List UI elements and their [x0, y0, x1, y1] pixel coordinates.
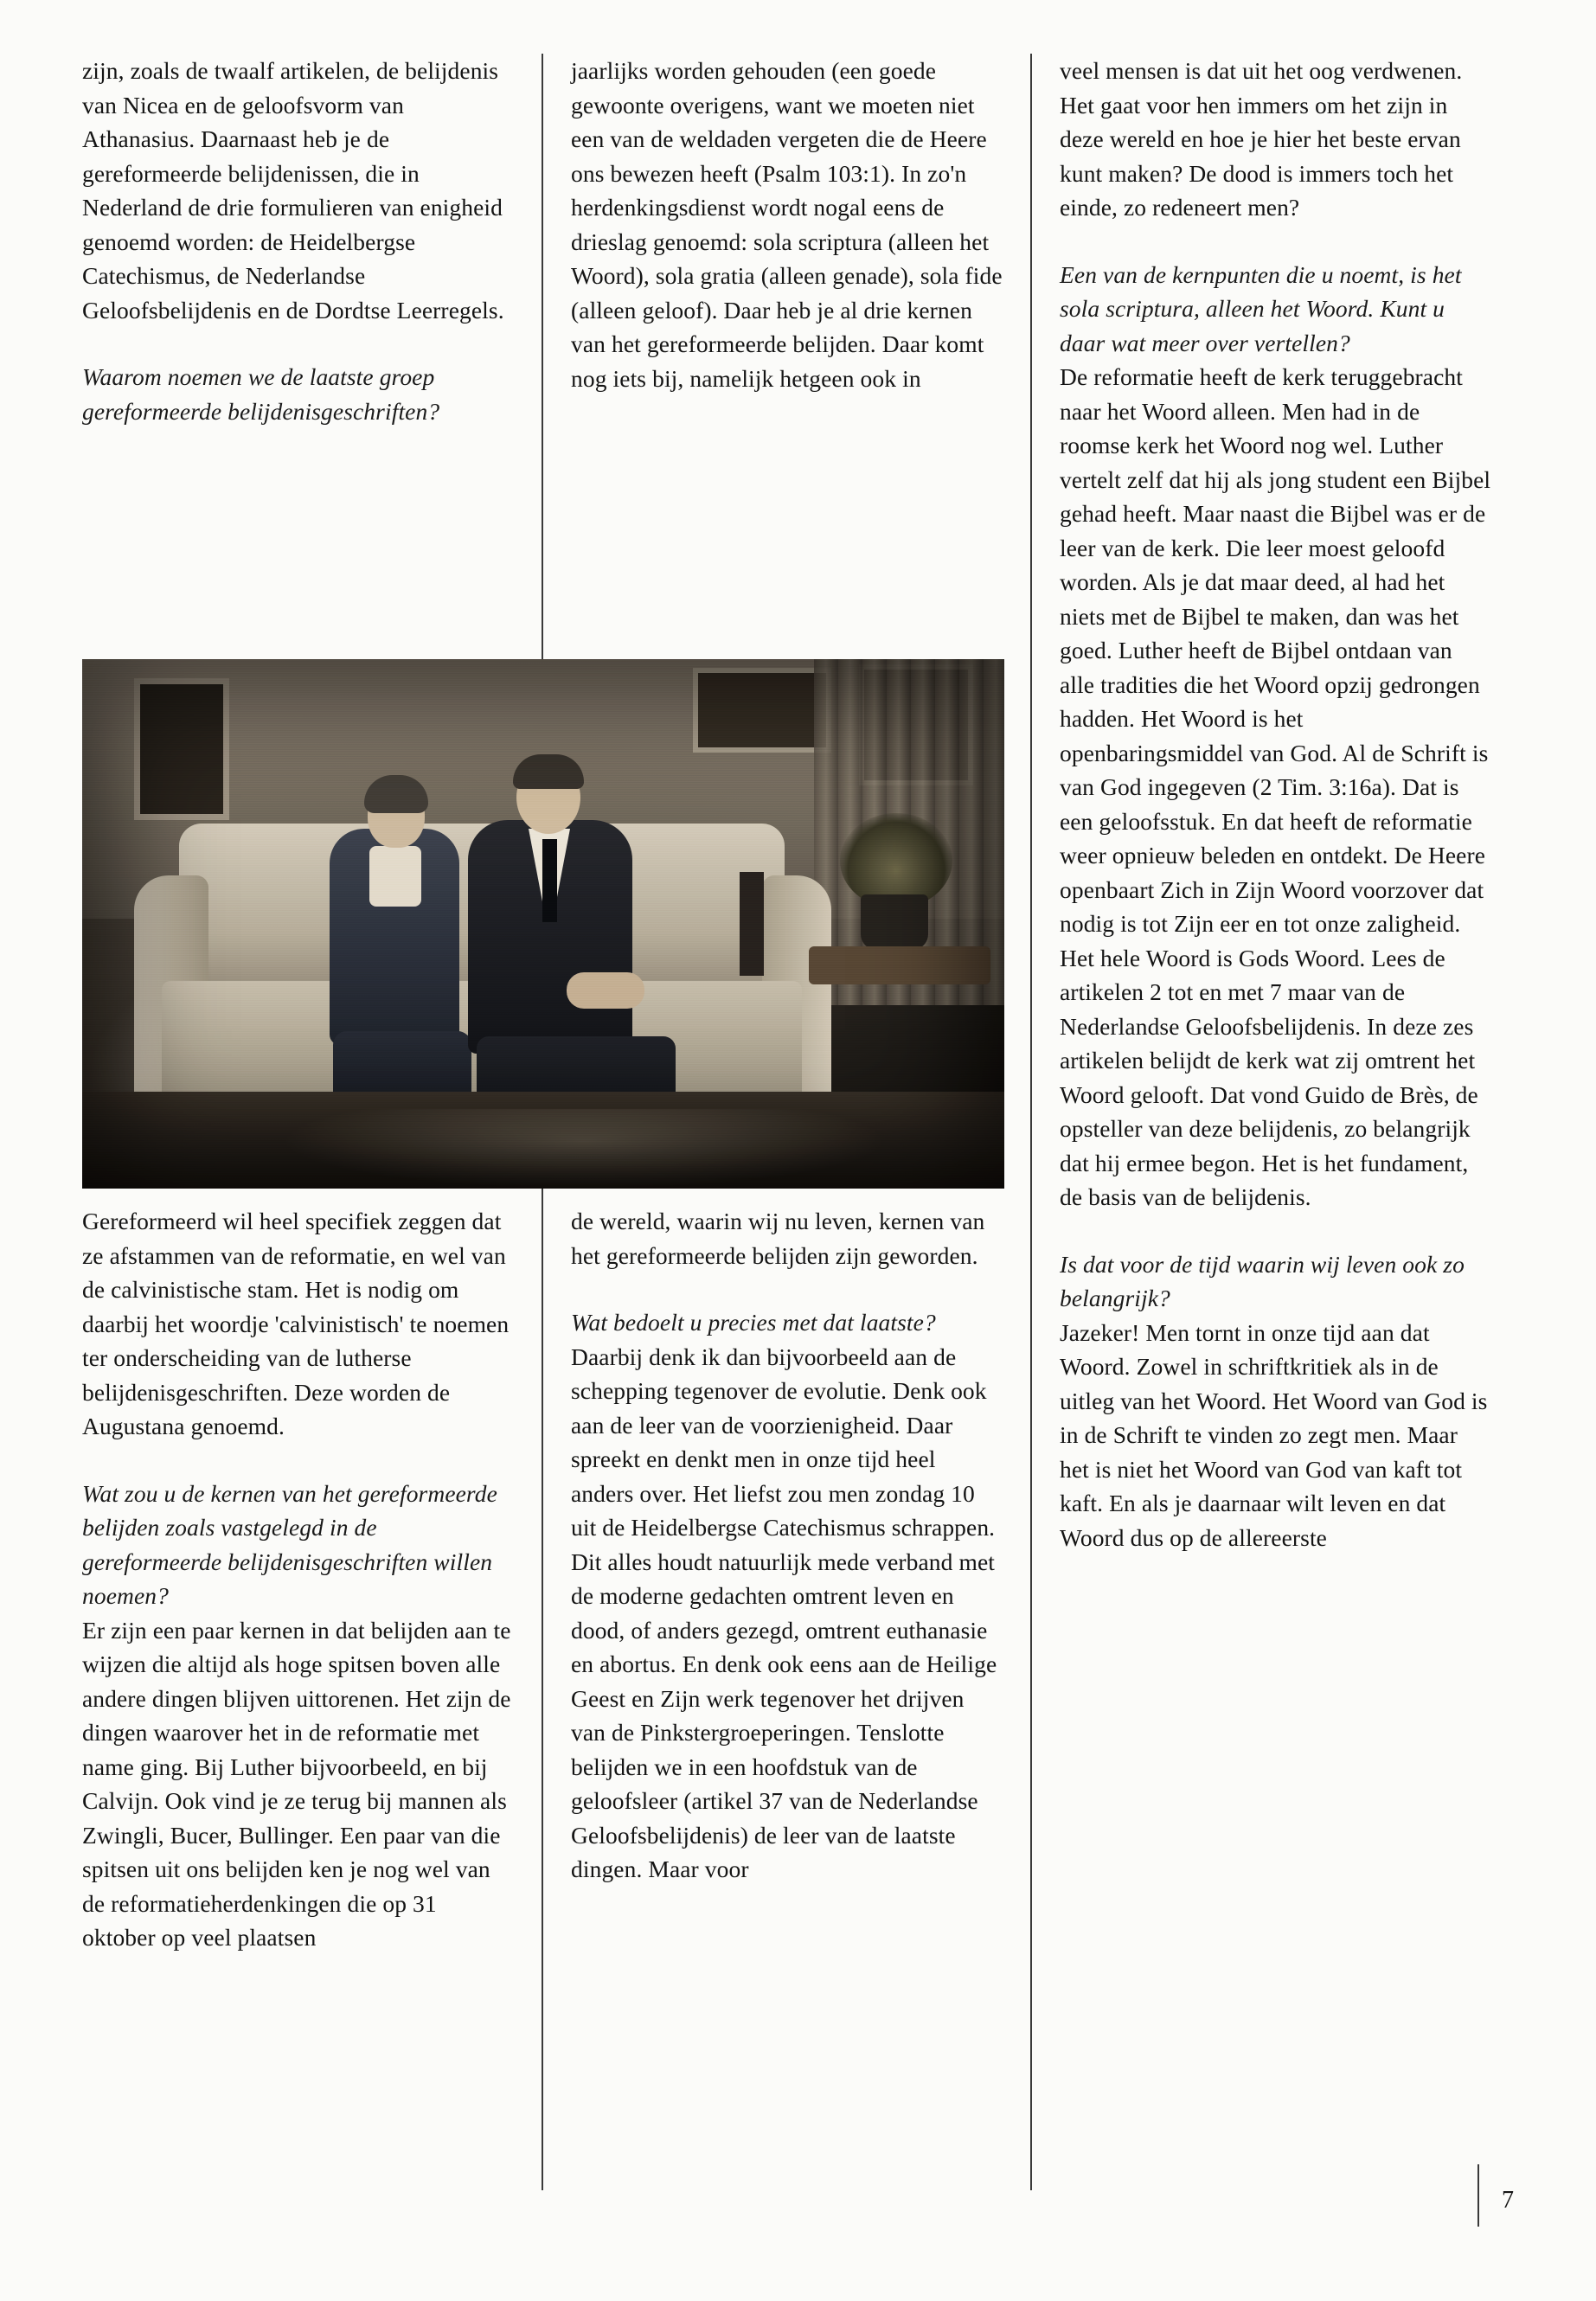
article-photo [82, 659, 1004, 1189]
question-paragraph: Wat bedoelt u precies met dat laatste? [571, 1309, 936, 1336]
paragraph: de wereld, waarin wij nu leven, kernen van het gereformeerde belijden zijn geworden. [571, 1208, 985, 1269]
paragraph: Er zijn een paar kernen in dat belijden aan te wijzen die altijd als hoge spitsen boven alle andere dingen blijven uittorenen. Het zijn de dingen waarover het in de reformatie met name ging. Bij Luther bijvoorbeeld, en bij Calvijn. Ook vind je ze terug bij mannen als Zwingli, Bucer, Bullinger. Een paar van die spitsen uit ons belijden ken je nog wel van de reformatieherdenkingen die op 31 oktober op veel plaatsen [82, 1616, 511, 1951]
question-paragraph: Waarom noemen we de laatste groep gereformeerde belijdenisgeschriften? [82, 363, 440, 425]
paragraph: jaarlijks worden gehouden (een goede gewoonte overigens, want we moeten niet een van de weldaden vergeten die de Heere ons bewezen heeft (Psalm 103:1). In zo'n herdenkingsdienst wordt nogal eens de drieslag genoemd: sola scriptura (alleen het Woord), sola gratia (alleen genade), sola fide (alleen geloof). Daar heb je al drie kernen van het gereformeerde belijden. Daar komt nog iets bij, namelijk hetgeen ook in [571, 57, 1003, 392]
paragraph: De reformatie heeft de kerk teruggebracht naar het Woord alleen. Men had in de roomse kerk het Woord nog wel. Luther vertelt zelf dat hij als jong student een Bijbel gehad heeft. Maar naast die Bijbel was er de leer van de kerk. Die leer moest geloofd worden. Als je dat maar deed, al had het niets met de Bijbel te maken, dan was het goed. Luther heeft de Bijbel ontdaan van alle tradities die het Woord opzij gedrongen hadden. Het Woord is het openbaringsmiddel van God. Al de Schrift is van God ingegeven (2 Tim. 3:16a). Dat is een geloofsstuk. En dat heeft de reformatie weer opnieuw beleden en ontdekt. De Heere openbaart Zich in Zijn Woord voorzover dat nodig is tot Zijn eer en tot onze zaligheid. Het hele Woord is Gods Woord. Lees de artikelen 2 tot en met 7 maar van de Nederlandse Geloofsbelijdenis. In deze zes artikelen belijdt de kerk wat zij omtrent het Woord gelooft. Dat vond Guido de Brès, de opsteller van deze belijdenis, zo belangrijk dat hij ermee begon. Het is het fundament, de basis van de belijdenis. [1060, 363, 1491, 1210]
paragraph: Daarbij denk ik dan bijvoorbeeld aan de schepping tegenover de evolutie. Denk ook aan de leer van de voorzienigheid. Daar spreekt en denkt men in onze tijd heel anders over. Het liefst zou men zondag 10 uit de Heidelbergse Catechismus schrappen. Dit alles houdt natuurlijk mede verband met de moderne gedachten omtrent leven en dood, of anders gezegd, omtrent euthanasie en abortus. En denk ook eens aan de Heilige Geest en Zijn werk tegenover het drijven van de Pinkstergroeperingen. Tenslotte belijden we in een hoofdstuk van de geloofsleer (artikel 37 van de Nederlandse Geloofsbelijdenis) de leer van de laatste dingen. Maar voor [571, 1343, 997, 1882]
page-number: 7 [1502, 2187, 1514, 2214]
column-three [1060, 54, 1492, 1554]
question-paragraph: Wat zou u de kernen van het gereformeerde belijden zoals vastgelegd in de gereformeerde belijdenisgeschriften willen noemen? [82, 1479, 497, 1609]
column-two [571, 54, 1003, 395]
question-paragraph: Is dat voor de tijd waarin wij leven ook zo belangrijk? [1060, 1250, 1465, 1311]
paragraph: veel mensen is dat uit het oog verdwenen. Het gaat voor hen immers om het zijn in deze wereld en hoe je hier het beste ervan kunt maken? De dood is immers toch het einde, zo redeneert men? [1060, 57, 1463, 221]
question-paragraph: Een van de kernpunten die u noemt, is het sola scriptura, alleen het Woord. Kunt u daar wat meer over vertellen? [1060, 260, 1462, 356]
paragraph: zijn, zoals de twaalf artikelen, de belijdenis van Nicea en de geloofsvorm van Athanasius. Daarnaast heb je de gereformeerde belijdenissen, die in Nederland de drie formulieren van enigheid genoemd worden: de Heidelbergse Catechismus, de Nederlandse Geloofsbelijdenis en de Dordtse Leerregels. [82, 57, 504, 324]
column-one [82, 54, 515, 428]
paragraph: Gereformeerd wil heel specifiek zeggen dat ze afstammen van de reformatie, en wel van de calvinistische stam. Het is nodig om daarbij het woordje 'calvinistisch' te noemen ter onderscheiding van de lutherse belijdenisgeschriften. Deze worden de Augustana genoemd. [82, 1208, 510, 1439]
photo-image [82, 659, 1004, 1189]
column-divider-2 [1030, 54, 1032, 2190]
page-content [82, 54, 1514, 2242]
column-one-lower [82, 1204, 515, 1955]
paragraph: Jazeker! Men tornt in onze tijd aan dat Woord. Zowel in schriftkritiek als in de uitleg van het Woord. Het Woord van God is in de Schrift te vinden zo zegt men. Maar het is niet het Woord van God van kaft tot kaft. En als je daarnaar wilt leven en dat Woord dus op de allereerste [1060, 1318, 1488, 1551]
page-number-divider [1477, 2164, 1479, 2227]
photo-vignette [82, 659, 1004, 1189]
column-two-lower [571, 1204, 1003, 1887]
